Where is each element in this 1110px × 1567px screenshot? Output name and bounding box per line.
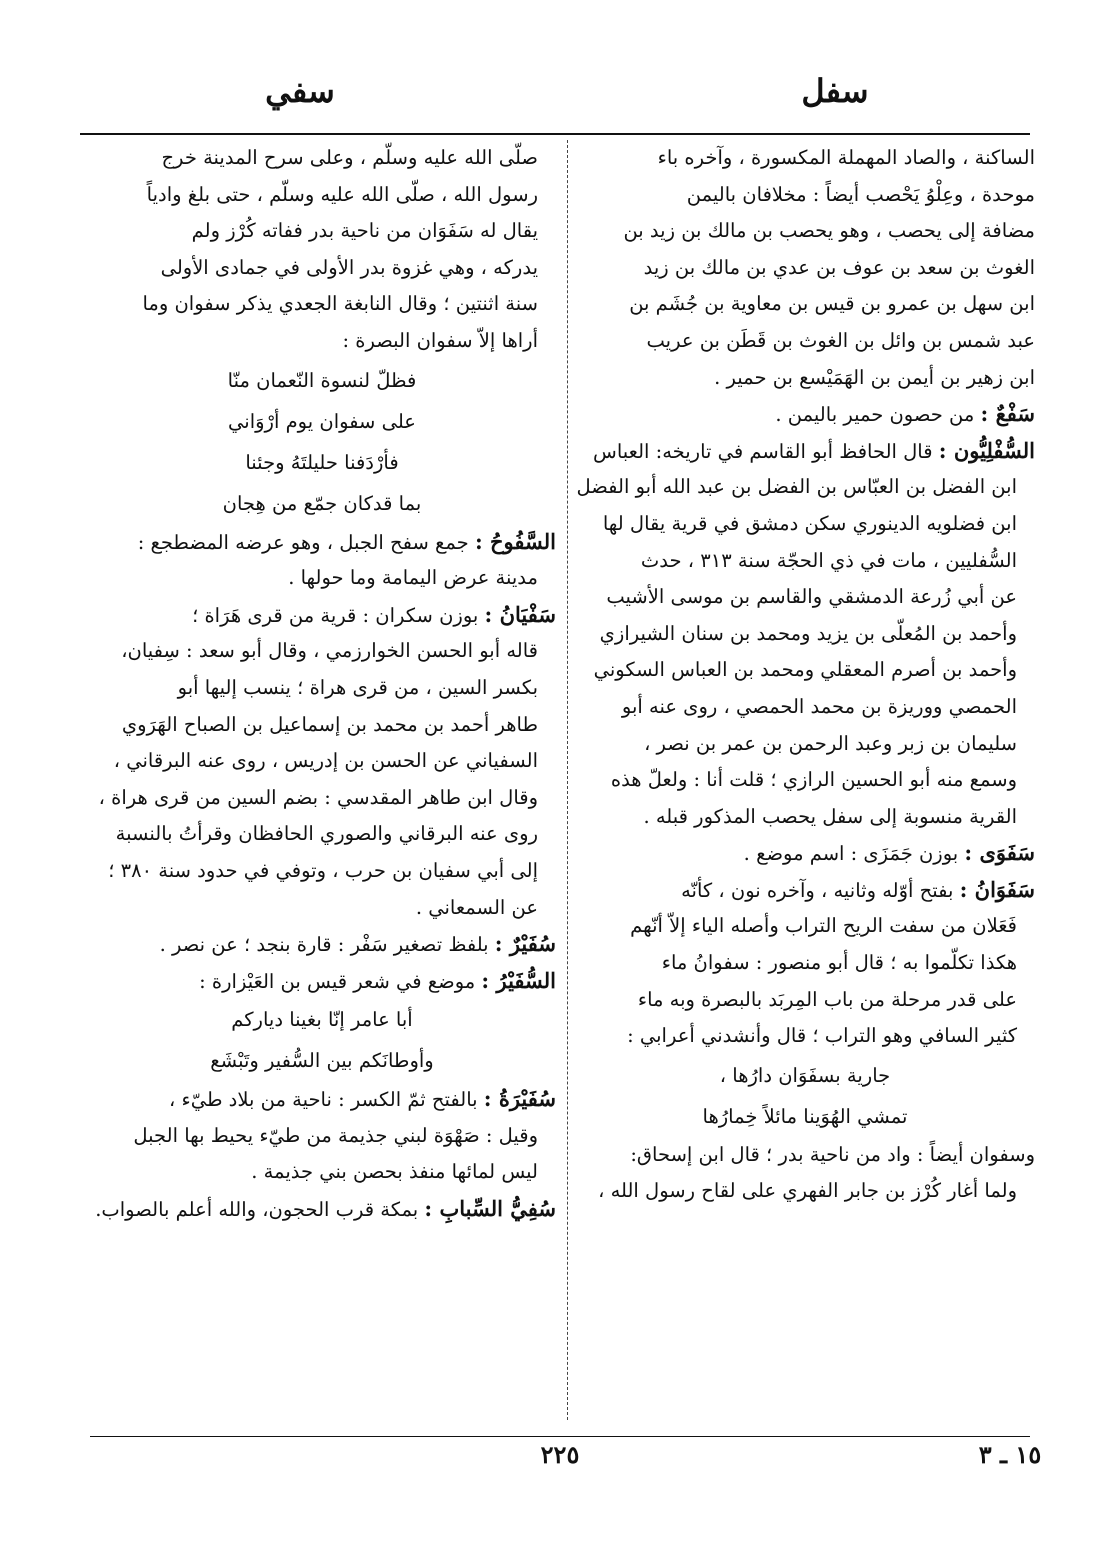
verse-line: بما قدكان جمّع من هِجان	[222, 491, 422, 515]
line-text: عن أبي زُرعة الدمشقي والقاسم بن موسى الأشيب	[606, 585, 1017, 609]
line-text: على قدر مرحلة من باب المِربَد بالبصرة وبه ماء	[637, 987, 1017, 1011]
verse-line: فأرْدَفنا حليلتَهُ وجئنا	[245, 450, 399, 474]
text-line	[575, 652, 1035, 689]
line-text: وقيل : صَهْوَة لبني جذيمة من طيّء يحيط بها الجبل	[133, 1123, 538, 1147]
text-line	[575, 908, 1035, 945]
text-line	[88, 286, 556, 323]
text-line	[575, 286, 1035, 323]
entry-line	[88, 1081, 556, 1118]
text-line	[575, 177, 1035, 214]
entry-headword: سَفْيَانُ :	[484, 601, 556, 627]
entry-headword: السَّفُوحُ :	[474, 528, 556, 554]
verse-line: وأوطانَكم بين السُّفير وتَبْشَع	[210, 1049, 434, 1073]
text-line	[88, 780, 556, 817]
left-column	[88, 140, 556, 1228]
line-text: بوزن جَمَزَى : اسم موضع .	[743, 842, 965, 866]
line-text: إلى أبي سفيان بن حرب ، وتوفي في حدود سنة ٣٨٠ ؛	[108, 858, 538, 882]
entry-line	[88, 524, 556, 561]
line-text: بفتح أوّله وثانيه ، وآخره نون ، كأنّه	[681, 878, 960, 902]
text-line	[575, 579, 1035, 616]
entry-line	[88, 926, 556, 963]
text-line	[88, 707, 556, 744]
line-text: السفياني عن الحسن بن إدريس ، روى عنه البرقاني ،	[113, 749, 538, 773]
line-text: وسفوان أيضاً : واد من ناحية بدر ؛ قال ابن إسحاق:	[630, 1142, 1035, 1166]
text-line	[575, 1173, 1035, 1210]
line-text: فَعَلان من سفت الريح التراب وأصله الياء إلاّ أنّهم	[630, 914, 1017, 938]
line-text: صلّى الله عليه وسلّم ، وعلى سرح المدينة خرج	[161, 146, 538, 169]
line-text: كثير السافي وهو التراب ؛ قال وأنشدني أعرابي :	[627, 1024, 1017, 1048]
text-line	[88, 323, 556, 360]
text-line	[88, 140, 556, 177]
line-text: ابن الفضل بن العبّاس بن الفضل بن عبد الله أبو الفضل	[576, 475, 1017, 499]
text-line	[575, 689, 1035, 726]
line-text: موضع في شعر قيس بن العَيْزارة :	[199, 969, 482, 993]
text-line	[575, 469, 1035, 506]
entry-headword: سَفَوَانُ :	[959, 876, 1035, 902]
line-text: من حصون حمير باليمن .	[775, 403, 981, 427]
line-text: الحمصي ووريزة بن محمد الحمصي ، روى عنه أبو	[621, 694, 1017, 718]
entry-headword: السُّفْلِيُّون :	[938, 437, 1035, 463]
verse-line: فظلّ لنسوة النّعمان منّا	[227, 368, 417, 392]
line-text: ليس لمائها منفذ بحصن بني جذيمة .	[251, 1160, 538, 1184]
text-line	[88, 560, 556, 597]
line-text: أراها إلاّ سفوان البصرة :	[342, 328, 538, 352]
header-rule	[80, 133, 1030, 135]
line-text: قال الحافظ أبو القاسم في تاريخه: العباس	[593, 439, 939, 463]
text-line	[575, 323, 1035, 360]
line-text: بكسر السين ، من قرى هراة ؛ ينسب إليها أبو	[177, 675, 538, 699]
verse-line: تمشي الهُوَينا مائلاً خِمارُها	[702, 1104, 908, 1128]
entry-headword: سَفْعٌ :	[980, 401, 1035, 427]
line-text: عبد شمس بن وائل بن الغوث بن قَطَن بن عريب	[646, 328, 1035, 352]
text-line	[575, 616, 1035, 653]
line-text: الساكنة ، والصاد المهملة المكسورة ، وآخره باء	[657, 146, 1035, 169]
text-line	[575, 140, 1035, 177]
entry-headword: سُفِيُّ السِّبابِ :	[424, 1196, 556, 1222]
verse-line: أبا عامر إنّا بغينا دياركم	[231, 1008, 413, 1032]
text-line	[575, 945, 1035, 982]
line-text: مضافة إلى يحصب ، وهو يحصب بن مالك بن زيد بن	[623, 219, 1035, 243]
text-line	[88, 213, 556, 250]
entry-line	[88, 963, 556, 1000]
line-text: وأحمد بن المُعلّى بن يزيد ومحمد بن سنان الشيرازي	[599, 621, 1017, 645]
line-text: ابن زهير بن أيمن بن الهَمَيْسع بن حمير .	[714, 365, 1035, 389]
line-text: القرية منسوبة إلى سفل يحصب المذكور قبله .	[643, 804, 1017, 828]
line-text: وسمع منه أبو الحسين الرازي ؛ قلت أنا : ولعلّ هذه	[610, 768, 1017, 792]
text-line	[575, 982, 1035, 1019]
text-line	[575, 1137, 1035, 1174]
text-line	[575, 762, 1035, 799]
column-divider	[567, 140, 569, 1420]
line-text: سليمان بن زبر وعبد الرحمن بن عمر بن نصر ،	[644, 731, 1017, 755]
running-head-right: سفل	[801, 72, 869, 110]
text-line	[575, 799, 1035, 836]
page-number: ٢٢٥	[540, 1440, 580, 1469]
line-text: بالفتح ثمّ الكسر : ناحية من بلاد طيّء ،	[169, 1088, 484, 1112]
line-text: هكذا تكلّموا به ؛ قال أبو منصور : سفوانُ ماء	[661, 951, 1017, 975]
text-line	[88, 177, 556, 214]
entry-line	[575, 433, 1035, 470]
entry-line	[575, 835, 1035, 872]
line-text: السُّفليين ، مات في ذي الحجّة سنة ٣١٣ ، حدث	[640, 548, 1017, 572]
line-text: بلفظ تصغير سَفْر : قارة بنجد ؛ عن نصر .	[159, 933, 495, 957]
entry-headword: السُّفَيْرُ :	[481, 967, 556, 993]
text-line	[575, 213, 1035, 250]
text-line	[88, 1118, 556, 1155]
line-text: وقال ابن طاهر المقدسي : بضم السين من قرى هراة ،	[98, 785, 538, 809]
verse-line: على سفوان يوم أرْوَاني	[228, 409, 416, 433]
text-line	[88, 670, 556, 707]
line-text: رسول الله ، صلّى الله عليه وسلّم ، حتى بلغ وادياً	[146, 182, 538, 206]
entry-headword: سَفَوَى :	[964, 840, 1035, 866]
text-line	[575, 1018, 1035, 1055]
line-text: ولما أغار كُرْز بن جابر الفهري على لقاح رسول الله ،	[598, 1179, 1017, 1203]
line-text: روى عنه البرقاني والصوري الحافظان وقرأتُ بالنسبة	[115, 822, 538, 846]
text-line	[575, 250, 1035, 287]
entry-headword: سُفَيْرَةُ :	[483, 1086, 556, 1112]
line-text: بوزن سكران : قرية من قرى هَرَاة ؛	[192, 603, 485, 627]
entry-line	[575, 396, 1035, 433]
line-text: الغوث بن سعد بن عوف بن عدي بن مالك بن زيد	[643, 255, 1035, 279]
text-line	[88, 633, 556, 670]
text-line	[88, 853, 556, 890]
text-line	[88, 250, 556, 287]
line-text: قاله أبو الحسن الخوارزمي ، وقال أبو سعد : سِفيان،	[121, 639, 538, 663]
line-text: موحدة ، وعِلْوُ يَحْصب أيضاً : مخلافان باليمن	[686, 182, 1035, 206]
line-text: بمكة قرب الحجون، والله أعلم بالصواب.	[95, 1198, 425, 1222]
line-text: مدينة عرض اليمامة وما حولها .	[288, 566, 538, 590]
text-line	[575, 360, 1035, 397]
line-text: يدركه ، وهي غزوة بدر الأولى في جمادى الأولى	[160, 255, 538, 279]
line-text: ابن سهل بن عمرو بن قيس بن معاوية بن جُشَم بن	[629, 292, 1035, 316]
line-text: عن السمعاني .	[415, 895, 538, 919]
entry-line	[88, 1191, 556, 1228]
text-line	[88, 743, 556, 780]
text-line	[88, 890, 556, 927]
line-text: ابن فضلويه الدينوري سكن دمشق في قرية يقال لها	[602, 511, 1017, 535]
line-text: جمع سفح الجبل ، وهو عرضه المضطجع :	[137, 530, 475, 554]
text-line	[88, 816, 556, 853]
line-text: طاهر أحمد بن محمد بن إسماعيل بن الصباح الهَرَوي	[121, 712, 538, 736]
text-line	[575, 506, 1035, 543]
entry-line	[575, 872, 1035, 909]
running-head-left: سفي	[265, 72, 335, 110]
line-text: وأحمد بن أصرم المعقلي ومحمد بن العباس السكوني	[593, 658, 1017, 682]
line-text: سنة اثنتين ؛ وقال النابغة الجعدي يذكر سفوان وما	[142, 292, 538, 316]
right-column	[575, 140, 1035, 1210]
entry-headword: سُفَيْرٌ :	[494, 931, 556, 957]
line-text: يقال له سَفَوَان من ناحية بدر ففاته كُرْز ولم	[191, 219, 538, 243]
verse-line: جارية بسفَوَان دارُها ،	[719, 1063, 891, 1087]
footer-rule	[90, 1436, 1030, 1437]
text-line	[88, 1154, 556, 1191]
entry-line	[88, 597, 556, 634]
text-line	[575, 543, 1035, 580]
signature-number: ١٥ ـ ٣	[978, 1440, 1042, 1469]
text-line	[575, 726, 1035, 763]
